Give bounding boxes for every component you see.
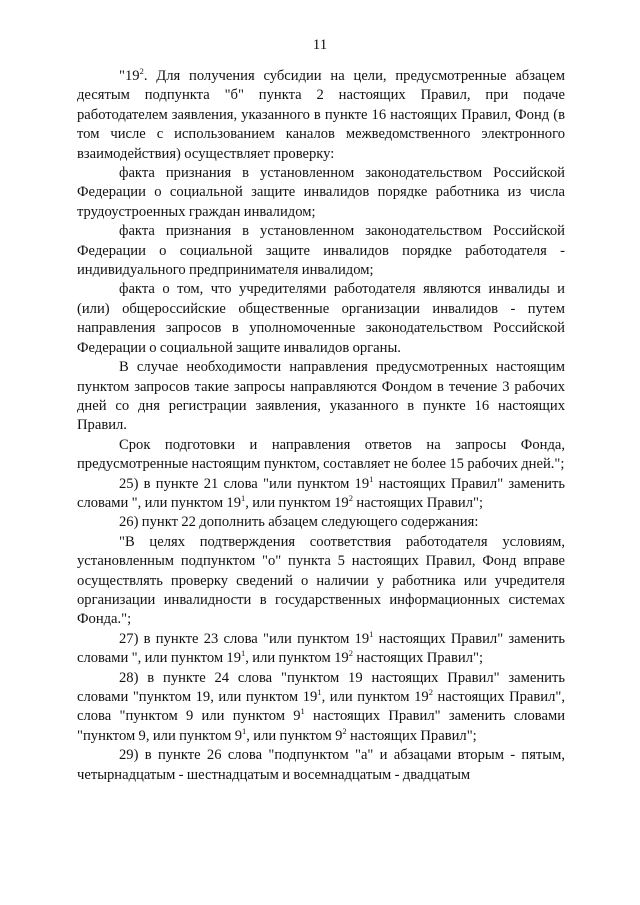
paragraph-item-26-text: "В целях подтверждения соответствия работодателя условиям, установленным подпунктом "о" пункта 5 настоящих Правил, Фонд вправе осуществлять проверку сведений о наличии у работника или учредителя организации инвалидности в государственных информационных системах Фонда."; — [77, 533, 565, 628]
paragraph-request-deadline: В случае необходимости направления предусмотренных настоящим пунктом запросов такие запросы направляются Фондом в течение 3 рабочих дней со дня регистрации заявления, указанного в пункте 16 настоящих Правил. — [77, 359, 565, 434]
paragraph-item-26: 26) пункт 22 дополнить абзацем следующего содержания: — [119, 514, 479, 531]
paragraph-item-25: 25) в пункте 21 слова "или пунктом $19^1$ настоящих Правил" заменить словами ", или пунктом $19^1$, или пунктом $19^2$ настоящих Правил"; — [77, 473, 565, 511]
paragraph-item-28: 28) в пункте 24 слова "пунктом 19 настоящих Правил" заменить словами "пунктом 19, или пунктом $19^1$, или пунктом $19^2$ настоящих Правил", слова "пунктом 9 или пунктом $9^1$ настоящих Правил" заменить словами "пунктом 9, или пунктом $9^1$, или пунктом $9^2$ настоящих Правил"; — [77, 669, 566, 744]
paragraph-employer-disability-check: факта признания в установленном законодательством Российской Федерации о социальной защите инвалидов порядке работодателя - индивидуального предпринимателя инвалидом; — [77, 223, 565, 279]
paragraph-item-27: 27) в пункте 23 слова "или пунктом $19^1$ настоящих Правил" заменить словами ", или пунктом $19^1$, или пунктом $19^2$ настоящих Правил"; — [77, 628, 565, 667]
paragraph-item-29: 29) в пункте 26 слова "подпунктом "а" и абзацами вторым - пятым, четырнадцатым - шестнадцатым и восемнадцатым - двадцатым — [77, 747, 565, 783]
paragraph-employee-disability-check: факта признания в установленном законодательством Российской Федерации о социальной защите инвалидов порядке работника из числа трудоустроенных граждан инвалидом; — [77, 165, 565, 220]
paragraph-19-2-intro: "$19^2$. Для получения субсидии на цели, предусмотренные абзацем десятым подпункта "б" пункта 2 настоящих Правил, при подаче работодателем заявления, указанного в пункте 16 настоящих Правил, Фонд (в том числе с использованием каналов межведомственного электронного взаимодействия) осуществляет проверку: — [77, 66, 565, 162]
page-number: 11 — [312, 37, 328, 53]
document-body — [77, 67, 565, 785]
paragraph-founders-check: факта о том, что учредителями работодателя являются инвалиды и (или) общероссийские общественные организации инвалидов - путем направления запросов в уполномоченные законодательством Российской Федерации о социальной защите инвалидов органы. — [77, 281, 565, 356]
paragraph-response-deadline: Срок подготовки и направления ответов на запросы Фонда, предусмотренные настоящим пунктом, составляет не более 15 рабочих дней."; — [77, 436, 565, 473]
